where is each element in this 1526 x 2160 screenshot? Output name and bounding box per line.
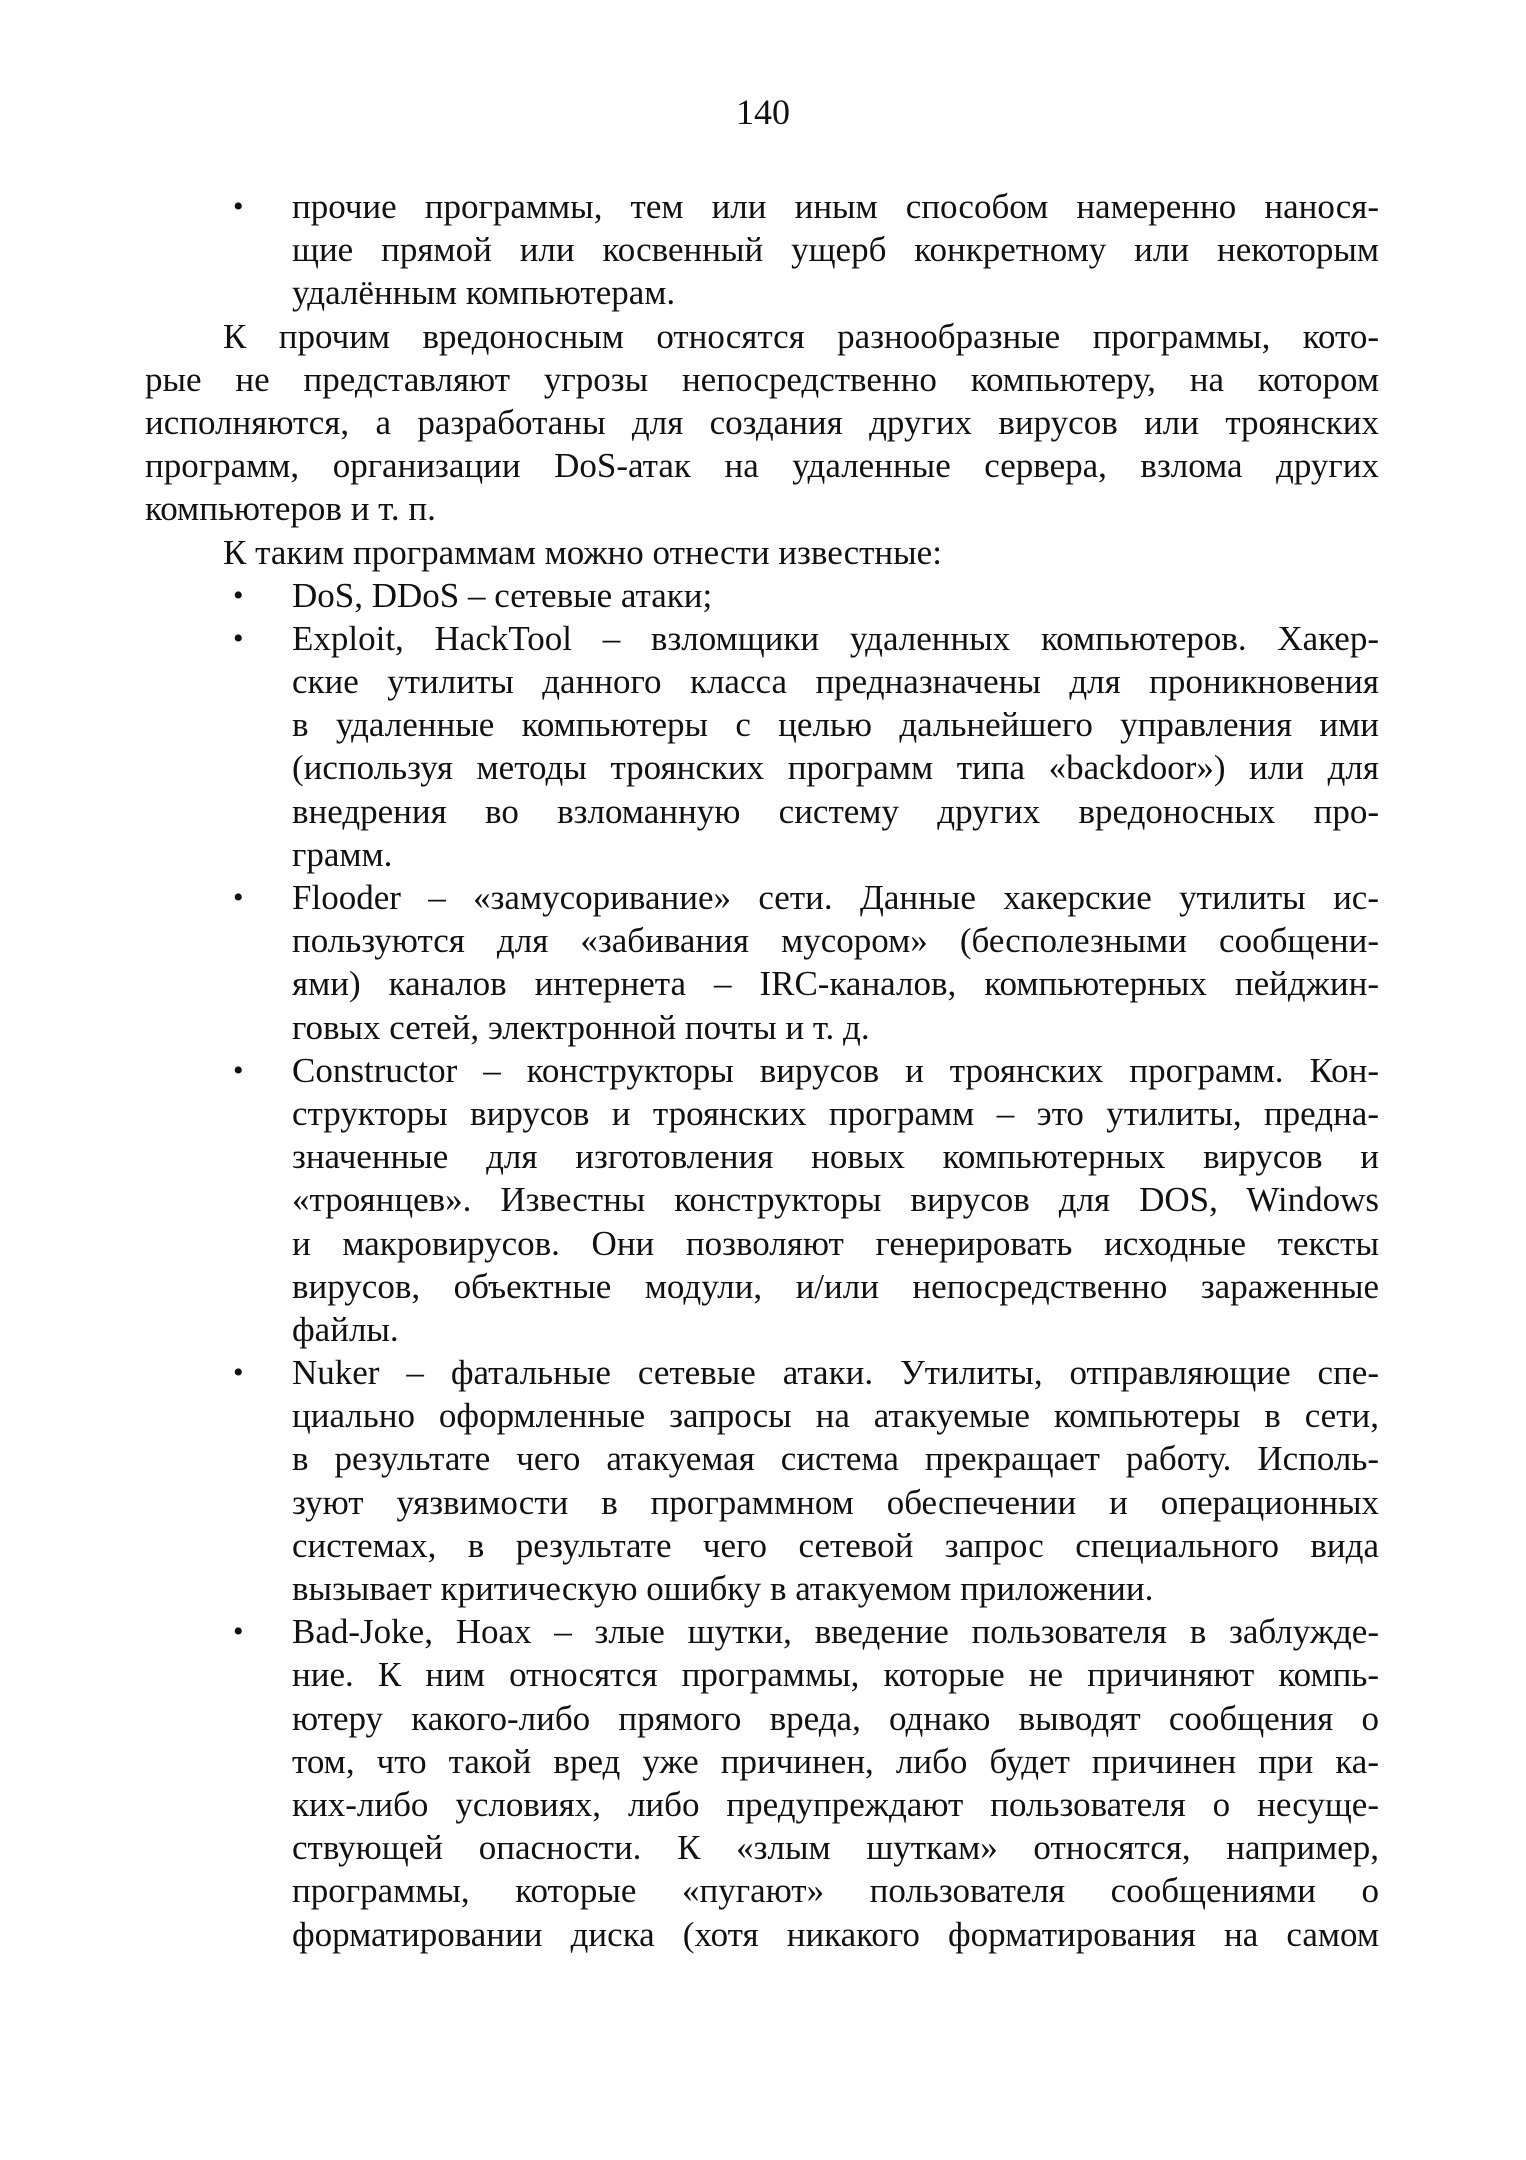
bullet-item xyxy=(145,876,1379,1049)
text-line: ями) каналов интернета – IRC-каналов, компьютерных пейджин- xyxy=(292,964,1379,1004)
text-line: К прочим вредоносным относятся разнообразные программы, кото- xyxy=(223,316,1379,356)
bullet-item xyxy=(145,1610,1379,1956)
text-line: щие прямой или косвенный ущерб конкретному или некоторым xyxy=(292,230,1379,270)
text-line: исполняются, а разработаны для создания других вирусов или троянских xyxy=(145,402,1379,442)
text-line: прочие программы, тем или иным способом намеренно нанося- xyxy=(292,187,1379,226)
text-line: ские утилиты данного класса предназначены для проникновения xyxy=(292,662,1379,702)
paragraph xyxy=(145,315,1379,531)
text-line: системах, в результате чего сетевой запрос специального вида xyxy=(292,1525,1379,1565)
bullet-icon: • xyxy=(233,1615,244,1649)
page-number: 140 xyxy=(736,92,790,132)
bullet-item xyxy=(145,1049,1379,1351)
text-line: внедрения во взломанную систему других вредоносных про- xyxy=(292,791,1379,831)
text-line: пользуются для «забивания мусором» (бесполезными сообщени- xyxy=(292,921,1379,961)
text-line: Exploit, HackTool – взломщики удаленных компьютеров. Хакер- xyxy=(292,618,1379,658)
text-line: ких-либо условиях, либо предупреждают пользователя о несуще- xyxy=(292,1784,1379,1824)
text-line: файлы. xyxy=(292,1309,399,1349)
text-line: ние. К ним относятся программы, которые не причиняют компь- xyxy=(292,1655,1379,1695)
text-line: Nuker – фатальные сетевые атаки. Утилиты, отправляющие спе- xyxy=(292,1353,1379,1393)
text-line: говых сетей, электронной почты и т. д. xyxy=(292,1007,870,1047)
text-line: «троянцев». Известны конструкторы вирусов для DOS, Windows xyxy=(292,1180,1379,1220)
text-line: и макровирусов. Они позволяют генерировать исходные тексты xyxy=(292,1223,1379,1263)
text-line: в результате чего атакуемая система прекращает работу. Исполь- xyxy=(292,1439,1379,1479)
text-line: Constructor – конструкторы вирусов и троянских программ. Кон- xyxy=(292,1050,1379,1090)
text-line: циально оформленные запросы на атакуемые компьютеры в сети, xyxy=(292,1396,1379,1436)
bullet-item xyxy=(145,574,1379,617)
bullet-icon: • xyxy=(233,621,244,655)
text-line: форматировании диска (хотя никакого форматирования на самом xyxy=(292,1914,1379,1954)
bullet-item xyxy=(145,1351,1379,1610)
text-line: Flooder – «замусоривание» сети. Данные хакерские утилиты ис- xyxy=(292,878,1379,917)
paragraph xyxy=(145,531,1379,574)
text-line: грамм. xyxy=(292,834,393,874)
text-line: ствующей опасности. К «злым шуткам» относятся, например, xyxy=(292,1828,1379,1868)
text-line: (используя методы троянских программ типа «backdoor») или для xyxy=(292,748,1379,788)
bullet-icon: • xyxy=(233,190,244,223)
text-line: программ, организации DoS-атак на удаленные сервера, взлома других xyxy=(145,446,1379,486)
text-line: рые не представляют угрозы непосредственно компьютеру, на котором xyxy=(145,359,1379,399)
text-line: структоры вирусов и троянских программ – это утилиты, предна- xyxy=(292,1093,1379,1133)
text-line: в удаленные компьютеры с целью дальнейшего управления ими xyxy=(292,705,1379,745)
bullet-icon: • xyxy=(233,881,244,914)
bullet-icon: • xyxy=(233,1356,244,1390)
text-line: вызывает критическую ошибку в атакуемом приложении. xyxy=(292,1569,1154,1608)
text-line: ютеру какого-либо прямого вреда, однако выводят сообщения о xyxy=(292,1698,1379,1738)
bullet-icon: • xyxy=(233,1053,244,1087)
text-line: вирусов, объектные модули, и/или непосредственно зараженные xyxy=(292,1266,1379,1306)
text-line: удалённым компьютерам. xyxy=(292,273,676,313)
text-line: К таким программам можно отнести известные: xyxy=(223,532,942,572)
bullet-item xyxy=(145,185,1379,315)
text-line: компьютеров и т. п. xyxy=(145,489,436,529)
text-line: зуют уязвимости в программном обеспечении и операционных xyxy=(292,1482,1379,1522)
text-line: том, что такой вред уже причинен, либо будет причинен при ка- xyxy=(292,1741,1379,1781)
text-line: Bad-Joke, Hoax – злые шутки, введение пользователя в заблужде- xyxy=(292,1612,1379,1652)
text-line: программы, которые «пугают» пользователя сообщениями о xyxy=(292,1871,1379,1911)
page-body xyxy=(145,185,1379,1956)
bullet-icon: • xyxy=(233,578,244,612)
text-line: DoS, DDoS – сетевые атаки; xyxy=(292,575,713,615)
bullet-item xyxy=(145,617,1379,876)
text-line: значенные для изготовления новых компьютерных вирусов и xyxy=(292,1137,1379,1177)
